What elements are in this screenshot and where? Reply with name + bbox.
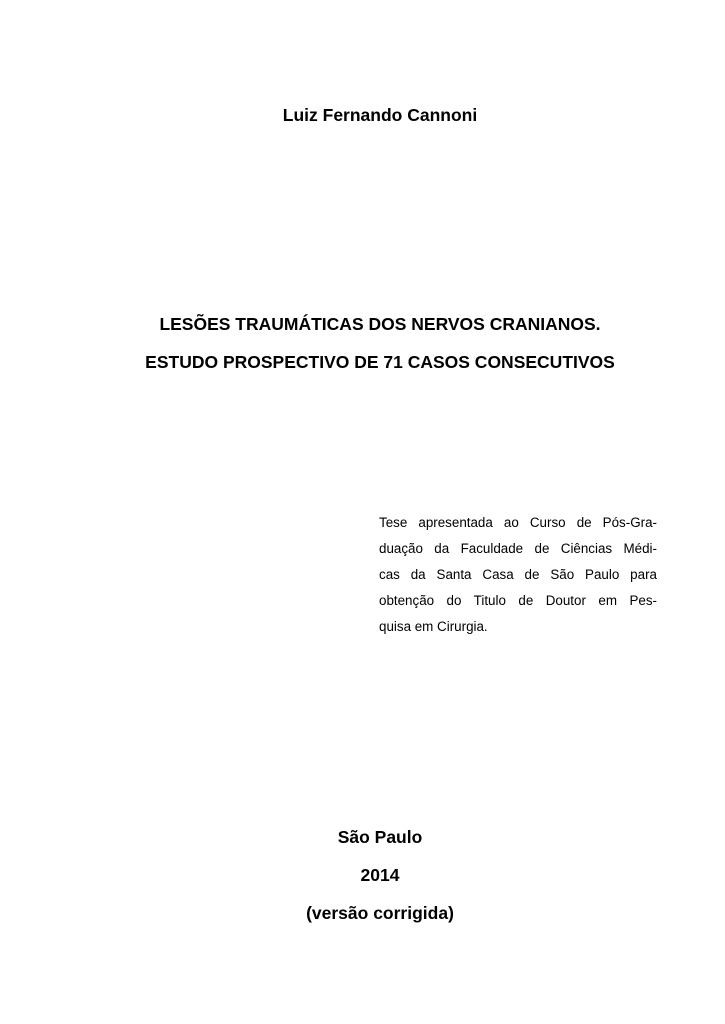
year: 2014: [360, 865, 400, 885]
publication-info: [0, 824, 725, 938]
title-line-2: ESTUDO PROSPECTIVO DE 71 CASOS CONSECUTIVOS: [145, 352, 615, 372]
city: São Paulo: [337, 827, 423, 847]
title-line-1: LESÕES TRAUMÁTICAS DOS NERVOS CRANIANOS.: [159, 314, 601, 334]
version-note: (versão corrigida): [306, 903, 454, 923]
description-line: cas da Santa Casa de São Paulo para: [379, 567, 657, 582]
description-line: quisa em Cirurgia.: [379, 619, 488, 634]
description-line: Tese apresentada ao Curso de Pós-Gra-: [379, 515, 657, 530]
thesis-description: [379, 510, 657, 640]
description-line: duação da Faculdade de Ciências Médi-: [379, 541, 657, 556]
thesis-title: [0, 312, 725, 388]
author-name: Luiz Fernando Cannoni: [282, 105, 478, 125]
description-line: obtenção do Titulo de Doutor em Pes-: [379, 593, 657, 608]
